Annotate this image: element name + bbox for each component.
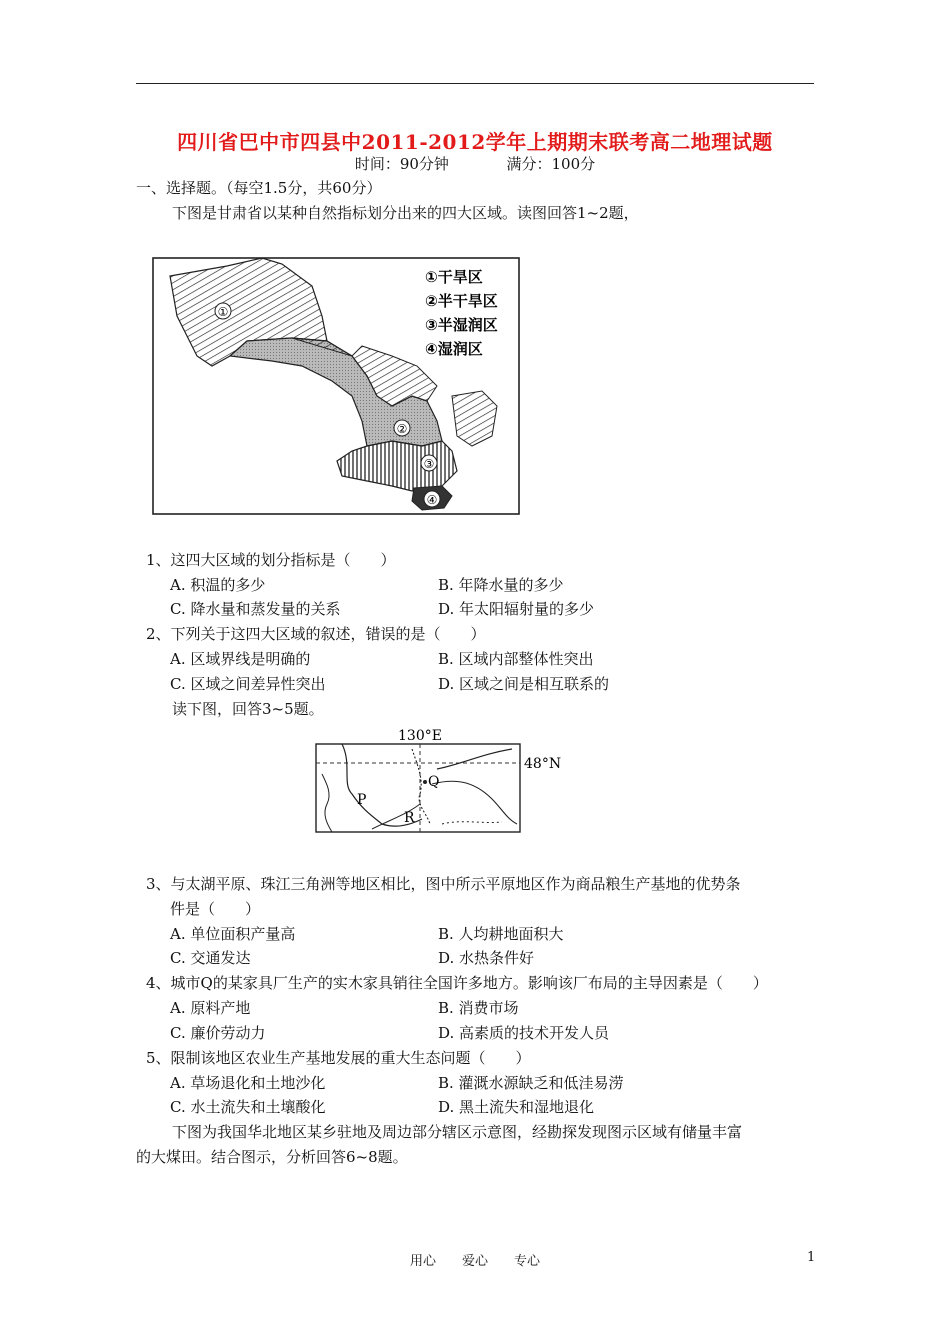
q3-option-a: A. 单位面积产量高 (170, 925, 296, 943)
intro-q1-2: 下图是甘肃省以某种自然指标划分出来的四大区域。读图回答1~2题， (172, 204, 639, 222)
q4-option-a: A. 原料产地 (170, 999, 251, 1017)
map1-label-1: ① (217, 305, 229, 319)
q1-option-b: B. 年降水量的多少 (438, 576, 564, 594)
header-rule (136, 83, 814, 84)
map1-label-2: ② (396, 422, 408, 436)
q4-stem: 4、城市Q的某家具厂生产的实木家具销往全国许多地方。影响该厂布局的主导因素是（ ） (146, 974, 768, 992)
region-semi-humid (337, 441, 457, 491)
q5-option-d: D. 黑土流失和湿地退化 (438, 1098, 595, 1116)
section-heading: 一、选择题。（每空1.5分，共60分） (136, 179, 382, 197)
q1-option-c: C. 降水量和蒸发量的关系 (170, 600, 341, 618)
q4-option-d: D. 高素质的技术开发人员 (438, 1024, 610, 1042)
map1-label-4: ④ (426, 493, 438, 507)
q1-stem: 1、这四大区域的划分指标是（ ） (146, 551, 396, 569)
label-p: P (357, 792, 367, 808)
longitude-label: 130°E (398, 728, 442, 744)
q4-option-b: B. 消费市场 (438, 999, 519, 1017)
full-score: 满分：100分 (506, 155, 596, 173)
q5-stem: 5、限制该地区农业生产基地发展的重大生态问题（ ） (146, 1049, 531, 1067)
q5-option-c: C. 水土流失和土壤酸化 (170, 1098, 326, 1116)
q5-option-a: A. 草场退化和土地沙化 (170, 1074, 326, 1092)
document-title: 四川省巴中市四县中2011-2012学年上期期末联考高二地理试题 (177, 130, 773, 154)
q2-stem: 2、下列关于这四大区域的叙述，错误的是（ ） (146, 625, 486, 643)
q3-option-d: D. 水热条件好 (438, 949, 535, 967)
q3-stem: 3、与太湖平原、珠江三角洲等地区相比，图中所示平原地区作为商品粮生产基地的优势条 (146, 875, 741, 893)
legend-semi-humid: ③半湿润区 (425, 316, 498, 334)
q3-stem-continued: 件是（ ） (170, 900, 261, 918)
q2-option-b: B. 区域内部整体性突出 (438, 650, 594, 668)
q3-option-c: C. 交通发达 (170, 949, 251, 967)
gansu-region-map (152, 246, 522, 516)
q1-option-a: A. 积温的多少 (170, 576, 266, 594)
q2-option-d: D. 区域之间是相互联系的 (438, 675, 610, 693)
region-arid-east (452, 391, 497, 446)
map1-label-3: ③ (423, 457, 435, 471)
label-r: R (404, 810, 415, 826)
latitude-label: 48°N (524, 756, 562, 772)
footer-motto: 用心 爱心 专心 (409, 1254, 540, 1269)
intro-q6-8-continued: 的大煤田。结合图示，分析回答6~8题。 (136, 1148, 408, 1166)
q2-option-a: A. 区域界线是明确的 (170, 650, 311, 668)
q4-option-c: C. 廉价劳动力 (170, 1024, 266, 1042)
intro-q6-8: 下图为我国华北地区某乡驻地及周边部分辖区示意图，经勘探发现图示区域有储量丰富 (172, 1123, 743, 1141)
exam-time: 时间：90分钟 (354, 155, 449, 173)
label-q: Q (428, 774, 440, 790)
q3-option-b: B. 人均耕地面积大 (438, 925, 564, 943)
q5-option-b: B. 灌溉水源缺乏和低洼易涝 (438, 1074, 624, 1092)
q1-option-d: D. 年太阳辐射量的多少 (438, 600, 595, 618)
legend-arid: ①干旱区 (425, 268, 483, 286)
q2-option-c: C. 区域之间差异性突出 (170, 675, 326, 693)
exam-info (0, 153, 950, 174)
northeast-plain-map (312, 724, 572, 836)
legend-humid: ④湿润区 (425, 340, 483, 358)
intro-q3-5: 读下图，回答3~5题。 (172, 700, 324, 718)
legend-semi-arid: ②半干旱区 (425, 292, 498, 310)
page-number: 1 (807, 1250, 816, 1265)
